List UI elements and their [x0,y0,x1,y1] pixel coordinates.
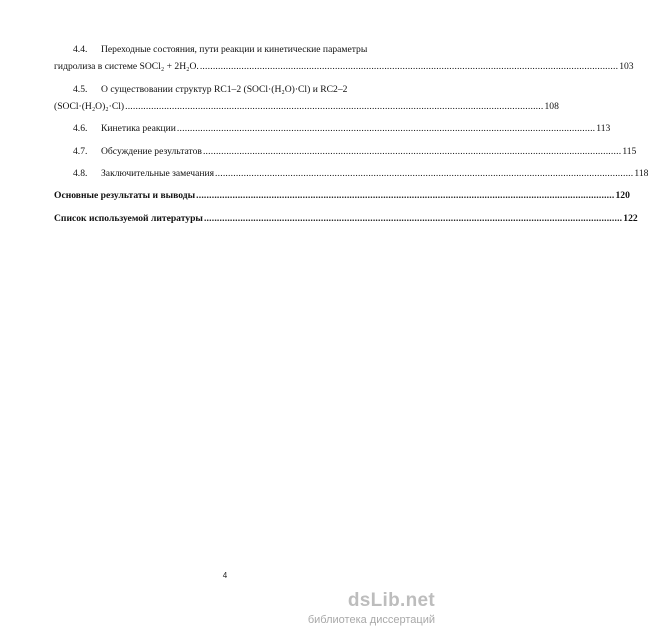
toc-entry-results[interactable] [54,190,630,204]
toc-page-number: 115 [622,146,637,157]
dot-leader: ................................................................................................................................................................. [215,168,634,179]
dot-leader: ................................................................................................................................................................. [176,123,596,134]
toc-entry-number: 4.6. [73,123,88,134]
dot-leader: ................................................................................................................................................................. [125,101,544,112]
toc-entry-4-8[interactable] [73,168,648,182]
toc-entry-number: 4.4. [73,44,88,55]
toc-page-number: 122 [623,213,638,224]
dot-leader: ................................................................................................................................................................. [202,146,622,157]
toc-entry-number: 4.7. [73,146,88,157]
toc-entry-title: Кинетика реакции [101,123,176,134]
dot-leader: ................................................................................................................................................................. [196,190,615,201]
dslib-logo: dsLib.net [347,590,435,611]
toc-entry-number: 4.8. [73,168,88,179]
dslib-watermark[interactable] [275,590,445,630]
toc-entry-title: Переходные состояния, пути реакции и кинетические параметры [101,44,368,55]
toc-entry-references[interactable] [54,213,638,227]
toc-entry-4-7[interactable] [73,146,637,160]
toc-entry-title: Обсуждение результатов [101,146,202,157]
toc-page-number: 113 [596,123,611,134]
toc-entry-4-4[interactable] [54,44,634,76]
toc-entry-4-5[interactable] [54,84,559,116]
dot-leader: ................................................................................................................................................................. [199,61,619,72]
toc-page-number: 120 [615,190,630,201]
toc-entry-title-cont: гидролиза в системе SOCl₂ + 2H₂O. [54,61,199,72]
toc-entry-title-cont: (SOCl·(H₂O)₂·Cl) [54,101,125,112]
toc-entry-title: Заключительные замечания [101,168,215,179]
toc-entry-title: О существовании структур RC1–2 (SOCl·(H₂O)·Cl) и RC2–2 [101,84,348,95]
toc-entry-title: Основные результаты и выводы [54,190,196,201]
toc-entry-4-6[interactable] [73,123,611,137]
toc-entry-number: 4.5. [73,84,88,95]
dot-leader: ................................................................................................................................................................. [203,213,623,224]
toc-entry-title: Список используемой литературы [54,213,203,224]
toc-page-number: 103 [619,61,634,72]
page-number: 4 [222,571,228,580]
toc-page-number: 118 [634,168,648,179]
dslib-tagline: библиотека диссертаций [307,614,435,626]
toc-page-number: 108 [544,101,559,112]
